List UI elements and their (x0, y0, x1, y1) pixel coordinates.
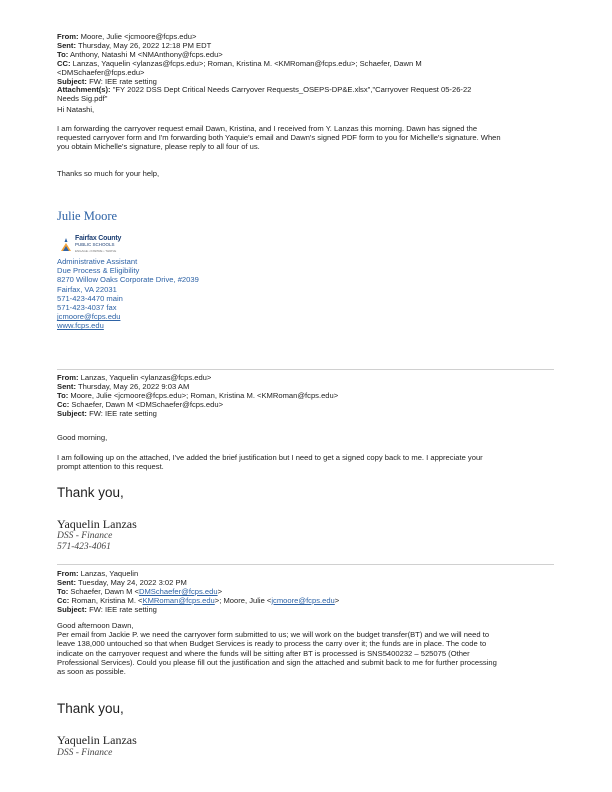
email1-greeting: Hi Natashi, (57, 105, 95, 114)
email1-para-line: you obtain Michelle's signature, please reply to all four of us. (57, 142, 260, 152)
email1-to: To: Anthony, Natashi M <NMAnthony@fcps.edu> (57, 49, 223, 59)
email2-sent: Sent: Thursday, May 26, 2022 9:03 AM (57, 381, 190, 391)
email2-sig-dept: DSS - Finance (57, 531, 113, 541)
email2-sig-phone: 571-423-4061 (57, 542, 111, 552)
email1-from: From: Moore, Julie <jcmoore@fcps.edu> (57, 32, 197, 41)
signature-phone: 571-423-4470 main (57, 293, 123, 303)
email3-greeting: Good afternoon Dawn, (57, 621, 134, 630)
email1-cc-cont: <DMSchaefer@fcps.edu> (57, 67, 145, 77)
signature-email-link[interactable]: jcmoore@fcps.edu (57, 312, 121, 322)
logo-line2: PUBLIC SCHOOLS (75, 242, 115, 247)
signature-name: Julie Moore (57, 209, 118, 223)
signature-dept: Due Process & Eligibility (57, 266, 140, 276)
email3-para-line: indicate on the carryover request and where the funds will be sitting after BT is processed is SNS5400232 – 525075 (Other (57, 648, 470, 658)
email1-paragraph (57, 124, 501, 152)
email1-subject: Subject: FW: IEE rate setting (57, 76, 157, 86)
lamp-icon (60, 237, 72, 253)
email3-sig-dept: DSS - Finance (57, 748, 113, 758)
email2-para-line: I am following up on the attached, I've added the brief justification but I need to get a signed copy back to me. I appreciate your (57, 453, 483, 462)
logo-line3: ENGAGE • INSPIRE • THRIVE (75, 249, 117, 253)
email2-cc: Cc: Schaefer, Dawn M <DMSchaefer@fcps.edu> (57, 399, 224, 409)
email1-header (57, 33, 471, 104)
email3-to-link[interactable]: DMSchaefer@fcps.edu (138, 586, 218, 596)
email2-greeting: Good morning, (57, 433, 108, 442)
email2-subject: Subject: FW: IEE rate setting (57, 408, 157, 418)
signature-address: 8270 Willow Oaks Corporate Drive, #2039 (57, 275, 199, 285)
email2-paragraph (57, 453, 483, 471)
email2-sig-name: Yaquelin Lanzas (57, 517, 137, 531)
email3-cc-link-roman[interactable]: KMRoman@fcps.edu (142, 595, 215, 605)
email2-thanks: Thank you, (57, 485, 124, 500)
email1-sent: Sent: Thursday, May 26, 2022 12:18 PM EDT (57, 40, 212, 50)
email3-para-line: Professional Services). Could you please fill out the justification and sign the attached and submit back to me for further processing (57, 657, 497, 667)
email1-cc: CC: Lanzas, Yaquelin <ylanzas@fcps.edu>; Roman, Kristina M. <KMRoman@fcps.edu>; Schaefer, Dawn M (57, 58, 422, 68)
email2-para-line: prompt attention to this request. (57, 462, 164, 472)
email3-para-line: Per email from Jackie P. we need the carryover form submitted to us; we will work on the budget transfer(BT) and we will need to (57, 630, 490, 640)
email3-para-line: as soon as possible. (57, 667, 126, 677)
logo-text (75, 236, 121, 254)
email1-para-line: requested carryover form and I'm forwarding both Yaquie's email and Dawn's signed PDF form to you for Michelle's signature. When (57, 133, 501, 143)
email2-sig-details (57, 531, 112, 553)
email2-to: To: Moore, Julie <jcmoore@fcps.edu>; Roman, Kristina M. <KMRoman@fcps.edu> (57, 390, 339, 400)
fcps-logo (60, 236, 121, 254)
email2-from: From: Lanzas, Yaquelin <ylanzas@fcps.edu> (57, 373, 212, 382)
email2-header (57, 374, 338, 419)
logo-line1: Fairfax County (75, 235, 122, 242)
email1-attachments-cont: Needs Sig.pdf" (57, 94, 108, 104)
signature-city: Fairfax, VA 22031 (57, 284, 117, 294)
signature-title: Administrative Assistant (57, 257, 138, 266)
email3-header (57, 570, 339, 615)
email1-closing: Thanks so much for your help, (57, 169, 160, 178)
divider (57, 564, 554, 565)
email3-from: From: Lanzas, Yaquelin (57, 569, 139, 578)
email3-cc-link-moore[interactable]: jcmoore@fcps.edu (271, 595, 335, 605)
email3-sig-name: Yaquelin Lanzas (57, 733, 137, 747)
email3-subject: Subject: FW: IEE rate setting (57, 604, 157, 614)
email3-cc: Cc: Roman, Kristina M. <KMRoman@fcps.edu>; Moore, Julie <jcmoore@fcps.edu> (57, 595, 340, 605)
signature-web-link[interactable]: www.fcps.edu (57, 321, 104, 331)
email3-to: To: Schaefer, Dawn M <DMSchaefer@fcps.edu> (57, 586, 223, 596)
email3-para-line: leave 138,000 untouched so that when Budget Services is ready to process the carry over it; the funds are in place. The code to (57, 639, 487, 649)
signature-block (57, 257, 199, 331)
email1-para-line: I am forwarding the carryover request email Dawn, Kristina, and I received from Y. Lanzas this morning. Dawn has signed the (57, 124, 478, 133)
email1-attachments: Attachment(s): "FY 2022 DSS Dept Critical Needs Carryover Requests_OSEPS-DP&E.xlsx","Carryover Request 05-26-22 (57, 85, 472, 95)
email3-sent: Sent: Tuesday, May 24, 2022 3:02 PM (57, 577, 187, 587)
email3-body (57, 621, 497, 676)
divider (57, 369, 554, 370)
email3-thanks: Thank you, (57, 701, 124, 716)
signature-fax: 571-423-4037 fax (57, 303, 117, 313)
